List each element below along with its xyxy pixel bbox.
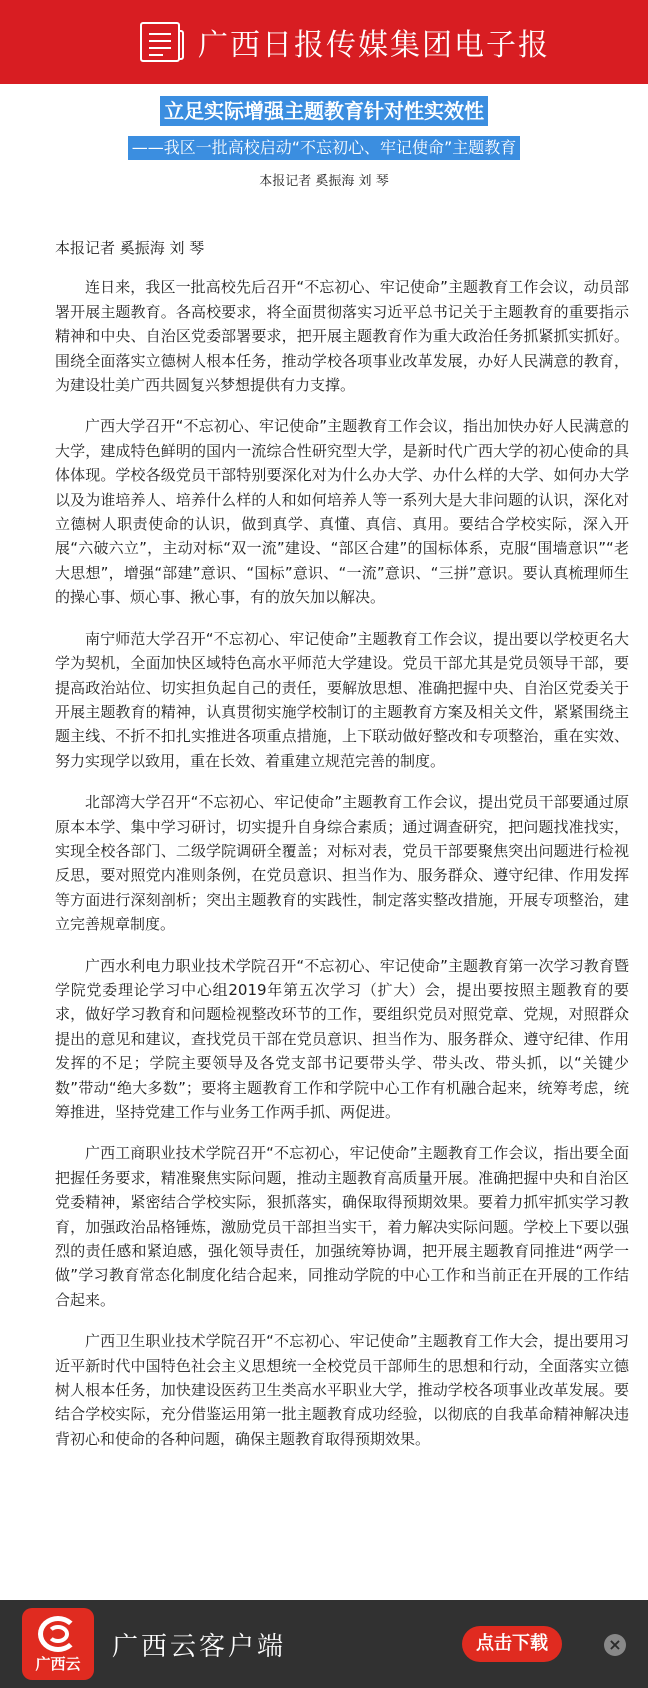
guangxi-cloud-logo-icon bbox=[22, 1608, 94, 1680]
author-line: 本报记者 奚振海 刘 琴 bbox=[55, 239, 205, 257]
paragraph: 广西水利电力职业技术学院召开“不忘初心、牢记使命”主题教育第一次学习教育暨学院党委理论学习中心组2019年第五次学习（扩大）会，提出要按照主题教育的要求，做好学习教育和问题检视整改环节的工作，要组织党员对照党章、党规，对照群众提出的意见和建议，查找党员干部在党员意识、担当作为、服务群众、遵守纪律、作用发挥的不足；学院主要领导及各党支部书记要带头学、带头改、带头抓，以“关键少数”带动“绝大多数”；要将主题教育工作和学院中心工作有机融合起来，统筹考虑，统筹推进，坚持党建工作与业务工作两手抓、两促进。 bbox=[55, 956, 629, 1121]
site-header bbox=[0, 0, 648, 84]
article-byline: 本报记者 奚振海 刘 琴 bbox=[259, 174, 389, 189]
paragraph: 广西卫生职业技术学院召开“不忘初心、牢记使命”主题教育工作大会，提出要用习近平新时代中国特色社会主义思想统一全校党员干部师生的思想和行动，全面落实立德树人根本任务，加快建设医药卫生类高水平职业大学，推动学校各项事业改革发展。要结合学校实际，充分借鉴运用第一批主题教育成功经验，以彻底的自我革命精神解决违背初心和使命的各种问题，确保主题教育取得预期效果。 bbox=[55, 1332, 629, 1448]
site-title: 广西日报传媒集团电子报 bbox=[198, 28, 550, 63]
download-button[interactable]: 点击下载 bbox=[462, 1626, 562, 1662]
paragraph: 广西工商职业技术学院召开“不忘初心，牢记使命”主题教育工作会议，指出要全面把握任务要求，精准聚焦实际问题，推动主题教育高质量开展。准确把握中央和自治区党委精神，紧密结合学校实际，狠抓落实，确保取得预期效果。要着力抓牢抓实学习教育，加强政治品格锤炼，激励党员干部担当实干，着力解决实际问题。学校上下要以强烈的责任感和紧迫感，强化领导责任，加强统筹协调，把开展主题教育同推进“两学一做”学习教育常态化制度化结合起来，同推动学院的中心工作和当前正在开展的工作结合起来。 bbox=[55, 1144, 629, 1309]
app-name: 广西云客户端 bbox=[112, 1632, 287, 1662]
article-header bbox=[0, 96, 648, 189]
app-download-banner bbox=[0, 1600, 648, 1688]
newspaper-icon bbox=[140, 22, 180, 62]
article-subtitle: ——我区一批高校启动“不忘初心、牢记使命”主题教育 bbox=[128, 136, 521, 160]
app-logo-text: 广西云 bbox=[35, 1655, 81, 1673]
paragraph: 南宁师范大学召开“不忘初心、牢记使命”主题教育工作会议，提出要以学校更名大学为契机，全面加快区域特色高水平师范大学建设。党员干部尤其是党员领导干部，要提高政治站位、切实担负起自己的责任，要解放思想、准确把握中央、自治区党委关于开展主题教育的精神，认真贯彻实施学校制订的主题教育方案及相关文件，紧紧围绕主题主线、不折不扣扎实推进各项重点措施，上下联动做好整改和专项整治，重在实效、努力实现学以致用，重在长效、着重建立规范完善的制度。 bbox=[55, 629, 629, 770]
paragraph: 北部湾大学召开“不忘初心、牢记使命”主题教育工作会议，提出党员干部要通过原原本本学、集中学习研讨，切实提升自身综合素质；通过调查研究，把问题找准找实，实现全校各部门、二级学院调研全覆盖；对标对表，党员干部要聚焦突出问题进行检视反思，要对照党内准则条例，在党员意识、担当作为、服务群众、遵守纪律、作用发挥等方面进行深刻剖析；突出主题教育的实践性，制定落实整改措施，开展专项整治，建立完善规章制度。 bbox=[55, 793, 629, 934]
site-logo[interactable] bbox=[140, 20, 550, 64]
paragraph: 广西大学召开“不忘初心、牢记使命”主题教育工作会议，指出加快办好人民满意的大学，建成特色鲜明的国内一流综合性研究型大学，是新时代广西大学的初心使命的具体体现。学校各级党员干部特别要深化对为什么办大学、办什么样的大学、如何办大学以及为谁培养人、培养什么样的人和如何培养人等一系列大是大非问题的认识，深化对立德树人职责使命的认识，做到真学、真懂、真信、真用。要结合学校实际，深入开展“六破六立”，主动对标“双一流”建设、“部区合建”的国标体系，克服“围墙意识”“老大思想”，增强“部建”意识、“国标”意识、“一流”意识、“三拼”意识。要认真梳理师生的操心事、烦心事、揪心事，有的放矢加以解决。 bbox=[55, 417, 629, 607]
close-icon[interactable]: × bbox=[604, 1634, 626, 1656]
article-body bbox=[55, 236, 629, 1468]
paragraph: 连日来，我区一批高校先后召开“不忘初心、牢记使命”主题教育工作会议，动员部署开展主题教育。各高校要求，将全面贯彻落实习近平总书记关于主题教育的重要指示精神和中央、自治区党委部署要求，把开展主题教育作为重大政治任务抓紧抓实抓好。围绕全面落实立德树人根本任务，推动学校各项事业改革发展，办好人民满意的教育，为建设壮美广西共圆复兴梦想提供有力支撑。 bbox=[55, 278, 629, 395]
article-title: 立足实际增强主题教育针对性实效性 bbox=[160, 96, 488, 126]
